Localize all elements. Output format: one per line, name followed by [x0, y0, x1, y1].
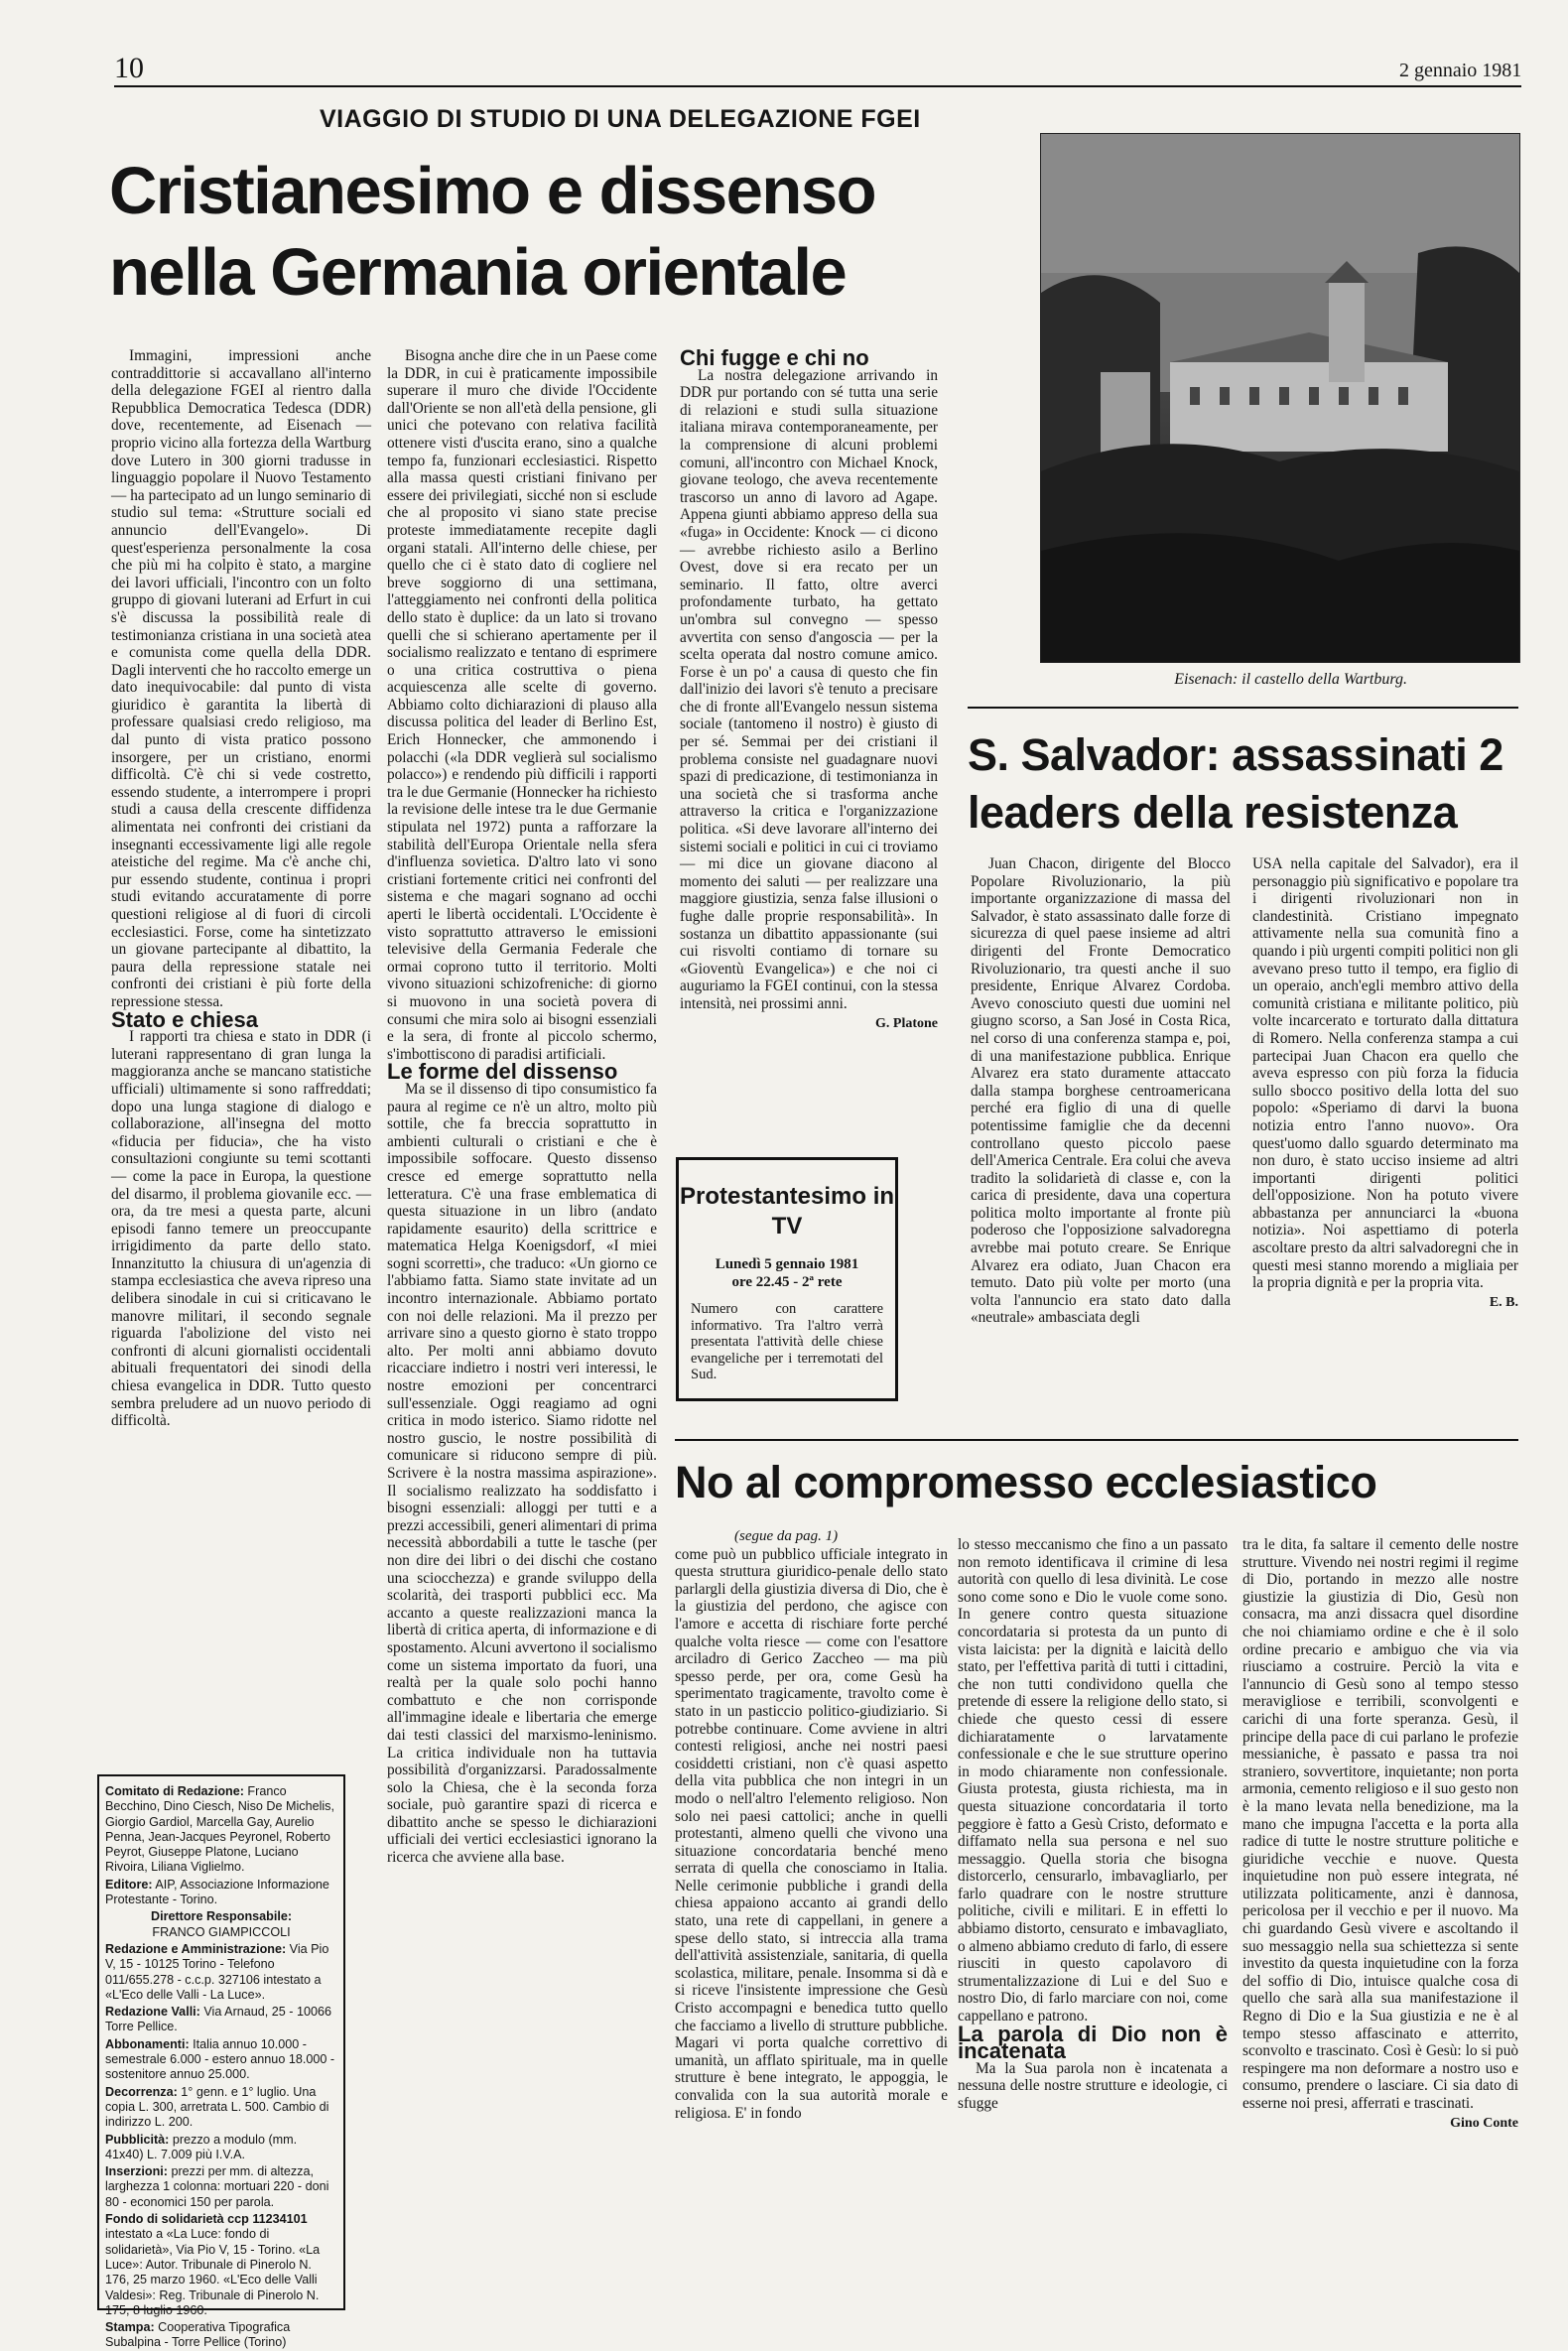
paragraph: I rapporti tra chiesa e stato in DDR (i luterani rappresentano di gran lunga la maggioranza anche se mancano statistiche ufficiali) ultimamente si sono raffreddati; dopo una lunga stagione di dialogo e collaborazione, all'insegna del motto «fiducia per fiducia», che ha visto consultazioni congiunte su temi scottanti — come la pace in Europa, la questione del disarmo, il problema giovanile ecc. — ora, da tre mesi a questa parte, alcuni episodi fanno temere un preoccupante irrigidimento da parte dello stato. Innanzitutto la chiusura di un'agenzia di stampa ecclesiastica che aveva ripreso una delibera sinodale in cui si criticavano le manovre militari, il secondo segnale riguarda l'abolizione del visto nei confronti di alcuni giornalisti occidentali abituali frequentatori dei sinodi della chiesa evangelica in DDR. Tutto questo sembra preludere ad un nuovo periodo di difficoltà. — [111, 1028, 371, 1430]
masthead-entry: Pubblicità: prezzo a modulo (mm. 41x40) L. 7.009 più I.V.A. — [105, 2132, 298, 2161]
subheading-parola-dio: La parola di Dio non è incatenata — [958, 2021, 1228, 2064]
editorial-masthead-box — [97, 1774, 345, 2350]
issue-date: 2 gennaio 1981 — [1399, 60, 1522, 81]
paragraph: Immagini, impressioni anche contraddittorie si accavallano all'interno della delegazione FGEI al rientro dalla Repubblica Democratica Tedesca (DDR) dove, recentemente, ad Eisenach — proprio vicino alla fortezza della Wartburg dove Lutero in 300 giorni tradusse in linguaggio popolare il Nuovo Testamento — ha partecipato ad un lungo seminario di studio sul tema: «Strutture sociali ed annuncio dell'Evangelo». Di quest'esperienza personalmente la cosa che più mi ha colpito è stato, a margine dei lavori ufficiali, l'incontro con un folto gruppo di giovani luterani ad Erfurt in cui s'è discussa la possibilità reale di testimonianza cristiana in una società atea e comunista come quella della DDR. Dagli interventi che ho raccolto emerge un dato inequivocabile: dal punto di vista giuridico è garantita la libertà di professare qualsiasi credo religioso, ma dal punto di vista pratico possono insorgere, per un cristiano, enormi difficoltà. C'è chi si vede costretto, essendo studente, a interrompere i propri studi a causa della crescente diffidenza alimentata nei confronti dei cristiani da insegnanti eccessivamente ligi alle regole ateistiche del regime. Ma c'è anche chi, pur essendo studente, continua i propri studi evitando accuratamente di porre questioni religiose al di fuori di circoli ecclesiastici. Forse, come ha sintetizzato un giovane partecipante al dibattito, la paura della repressione statale nei confronti dei cristiani è più forte della repressione stessa. — [111, 347, 371, 1010]
paragraph: Bisogna anche dire che in un Paese come la DDR, in cui è praticamente impossibile superare il muro che divide l'Occidente dall'Oriente se non all'età della pensione, gli unici che potevano con relativa facilità ottenere visti d'uscita erano, sino a qualche tempo fa, funzionari ecclesiastici. Rispetto alla massa questi cristiani finivano per essere dei privilegiati, sicché non si esclude che al proposito vi siano state precise proteste immediatamente recepite dagli organi statali. All'interno delle chiese, per quello che ci è stato dato di cogliere nel breve soggiorno di una settimana, l'atteggiamento nei confronti della politica dello stato è duplice: da un lato si trovano quelli che si schierano apertamente per il socialismo realizzato e tentano di esprimere o una critica costruttiva o piena acquiescenza alle scelte di governo. Abbiamo colto dichiarazioni di plauso alla discussa politica del leader di Berlino Est, Erich Honnecker, che ammonendo i polacchi («la DDR veglierà sul socialismo polacco») e rendendo più difficili i rapporti tra le due Germanie (Honnecker ha richiesto la revisione delle intese tra le due Germanie stipulata nel 1972) punta a rafforzare la stabilità dell'Europa Orientale nella sfera d'influenza sovietica. D'altro lato vi sono cristiani fortemente critici nei confronti del sistema e che magari sognano ad occhi aperti le libertà occidentali. L'Occidente è visto soprattutto attraverso le emissioni televisive della Germania Federale che ormai coprono tutto il territorio. Molti vivono situazioni schizofreniche: di giorno si muovono in una società povera di consumi che mira solo ai bisogni essenziali e la sera, di fronte al piccolo schermo, s'imbottiscono di paradisi artificiali. — [387, 347, 657, 1063]
main-column-2 — [387, 347, 657, 2273]
tv-box-date: Lunedì 5 gennaio 1981 — [715, 1256, 859, 1272]
masthead-entry: Inserzioni: prezzi per mm. di altezza, larghezza 1 colonna: mortuari 220 - doni 80 - economici 150 per parola. — [105, 2164, 329, 2209]
subheading-chi-fugge: Chi fugge e chi no — [680, 345, 869, 370]
signature-platone: G. Platone — [875, 1015, 938, 1031]
masthead-entry: Stampa: Cooperativa Tipografica Subalpina - Torre Pellice (Torino) — [105, 2320, 291, 2350]
tv-listing-box — [676, 1157, 898, 1401]
masthead-entry: Decorrenza: 1° genn. e 1° luglio. Una copia L. 300, arretrata L. 500. Cambio di indirizzo L. 200. — [105, 2084, 329, 2130]
salvador-column-2 — [1252, 855, 1518, 1411]
signature-conte: Gino Conte — [1450, 2115, 1518, 2131]
masthead-entry: Abbonamenti: Italia annuo 10.000 - semestrale 6.000 - estero annuo 18.000 - sostenitore annuo 25.000. — [105, 2036, 335, 2082]
subheading-stato-chiesa: Stato e chiesa — [111, 1006, 258, 1032]
paragraph: La nostra delegazione arrivando in DDR pur portando con sé tutta una serie di relazioni e studi sulla situazione italiana mirava contemporaneamente, per la comprensione di alcuni problemi comuni, all'incontro con Michael Knock, giovane teologo, che aveva recentemente trascorso un anno di lavoro ad Agape. Appena giunti abbiamo appreso della sua «fuga» in Occidente: Knock — ci dicono — avrebbe richiesto asilo a Berlino Ovest, dove si era recato per un seminario. Il fatto, oltre averci profondamente turbato, ha gettato un'ombra sul convegno — spesso avvertita con senso d'angoscia — per la scelta operata dal nostro comune amico. Forse è un po' a causa di questo che fin dall'inizio dei lavori s'è tenuto a precisare che di fronte all'Evangelo nessun sistema sociale (tantomeno il nostro) è giusto di per sé. Semmai per dei cristiani il problema consiste nel guadagnare nuovi spazi di predicazione, di testimonianza in una società che si trasforma anche attraverso la critica e l'organizzazione politica. «Si deve lavorare all'interno dei sistemi sociali e politici in cui ci troviamo — mi dice un giovane diacono al momento dei saluti — per realizzare una maggiore giustizia, senza false illusioni o fughe dalle proprie responsabilità». In sostanza un dibattito appassionante (sui cui risvolti contiamo di tornare su «Gioventù Evangelica») e che noi ci auguriamo la FGEI continui, con la stessa intensità, nei prossimi anni. — [680, 366, 938, 1012]
tv-box-title: Protestantesimo in TV — [679, 1183, 895, 1240]
tv-box-time: ore 22.45 - 2ª rete — [731, 1274, 843, 1290]
main-column-3 — [680, 345, 938, 1143]
headline-main: Cristianesimo e dissenso nella Germania orientale — [109, 154, 876, 310]
paragraph: lo stesso meccanismo che fino a un passato non remoto identificava il crimine di lesa autorità con quello di lesa divinità. Le cose sono come sono e Dio le vuole come sono. In genere contro questa situazione concordataria si protesta da un punto di vista laicista: per la dignità e laicità dello stato, per l'effettiva parità di tutti i cittadini, che non tutti condividono quella che pretende di essere la religione dello stato, si chiede che questo cessi di essere dichiaratamente o larvatamente confessionale e che le sue strutture operino in modo chiaramente non confessionale. Giusta protesta, giusta richiesta, ma in questa situazione concordataria il torto peggiore è fatto a Gesù Cristo, deformato e diffamato nella sua persona e nel suo messaggio. Quella storia che bisogna distorcerlo, censurarlo, imbavagliarlo, per farlo quadrare con le nostre strutture politiche, civili e militari. E in effetti lo abbiamo distorto, censurato e imbavagliato, o almeno abbiamo creduto di farlo, di essere riusciti in questo capolavoro di strumentalizzazione di Lui e del Suo e nostro Dio, di farlo marciare con noi, come cappellano e patrono. — [958, 1536, 1228, 2025]
headline-compromesso: No al compromesso ecclesiastico — [675, 1457, 1377, 1507]
photo-wartburg-castle — [1040, 133, 1520, 663]
signature-eb: E. B. — [1489, 1294, 1518, 1310]
section-rule — [968, 707, 1518, 709]
page-number: 10 — [114, 52, 144, 84]
castle-illustration — [1041, 134, 1519, 662]
masthead-entry: Redazione e Amministrazione: Via Pio V, 15 - 10125 Torino - Telefono 011/655.278 - c.c.p. 327106 intestato a «L'Eco delle Valli - La Luce». — [105, 1941, 329, 2002]
compromesso-column-1 — [675, 1528, 948, 2283]
masthead-entry: Direttore Responsabile: FRANCO GIAMPICCOLI — [150, 1909, 293, 1939]
subheading-forme-dissenso: Le forme del dissenso — [387, 1059, 618, 1085]
main-column-1 — [111, 347, 371, 1768]
paragraph: USA nella capitale del Salvador), era il personaggio più significativo e popolare tra i dirigenti rivoluzionari non in clandestinità. Cristiano impegnato attivamente nella sua comunità fino a quando i più urgenti compiti politici non gli avevano preso tutto il tempo, era figlio di un operaio, anch'egli membro attivo della comunità cristiana e militante politico, più volte incarcerato e torturato dalla dittatura di Romero. Nella conferenza stampa a cui partecipai Juan Chacon era quello che aveva espresso con più forza la fiducia sullo sbocco positivo della lotta del suo popolo: «Speriamo di darvi la buona notizia entro l'anno nuovo». Ora quest'uomo dallo sguardo determinato ma non duro, è stato ucciso insieme ad altri importanti dirigenti politici dell'opposizione. Non ha potuto vivere abbastanza per annunciarci la «buona notizia». Noi aspettiamo di poterla ascoltare presto da altri salvadoregni che in questi mesi stanno morendo a migliaia per la propria dignità e per la propria vita. — [1252, 855, 1518, 1292]
headline-salvador: S. Salvador: assassinati 2 leaders della resistenza — [968, 729, 1503, 838]
paragraph: Juan Chacon, dirigente del Blocco Popolare Rivoluzionario, la più importante organizzazione di massa del Salvador, è stato assassinato dalle forze di sicurezza di quel paese insieme ad altri dirigenti del Fronte Democratico Rivoluzionario, tra questi anche il suo presidente, Enrique Alvarez Cordoba. Avevo conosciuto questi due uomini nel giugno scorso, a San José in Costa Rica, nel corso di una conferenza stampa e, poi, di una manifestazione pubblica. Enrique Alvarez era stato duramente attaccato dalla stampa borghese centroamericana perché era figlio di una di quelle potentissime famiglie che da decenni controllano questo piccolo paese dell'America Centrale. Era colui che aveva tradito la solidarietà di classe e, con la carica di presidente, dava una copertura politica molto importante al fronte più poderoso che l'opposizione salvadoregna avrebbe mai potuto creare. Se Enrique Alvarez era odiato, Juan Chacon era temuto. Dato più volte per morto (una volta l'annuncio era stato dato dalla «neutrale» ambasciata degli — [971, 855, 1231, 1327]
header-rule — [114, 85, 1521, 87]
photo-caption: Eisenach: il castello della Wartburg. — [1174, 671, 1407, 688]
paragraph: Ma la Sua parola non è incatenata a nessuna delle nostre strutture e ideologie, ci sfugge — [958, 2059, 1228, 2112]
continued-note: (segue da pag. 1) — [734, 1528, 839, 1544]
masthead-entry: Editore: AIP, Associazione Informazione Protestante - Torino. — [105, 1877, 329, 1907]
compromesso-column-3 — [1242, 1536, 1518, 2310]
paragraph: Ma se il dissenso di tipo consumistico fa paura al regime ce n'è un altro, molto più sottile, che fa breccia soprattutto in ambienti culturali o cristiani e che è impossibile soffocare. Questo dissenso cresce ed emerge soprattutto nella letteratura. C'è una frase emblematica di questa situazione in un libro (andato rapidamente esaurito) della scrittrice e matematica Helga Koenigsdorf, «I miei sogni scorretti», che traduco: «Un giorno ce l'abbiamo fatta. Siamo state invitate ad un incontro internazionale. Abbiamo portato con noi delle relazioni. Ma il prezzo per arrivare sino a questo giorno è stato troppo alto. Per molti anni abbiamo dovuto ricacciare indietro i nostri veri interessi, le nostre emozioni per concentrarci sull'essenziale. Oggi reagiamo ad ogni critica in modo isterico. Siamo ridotte nel nostro guscio, le nostre possibilità di comunicare si riducono sempre di più. Scrivere è la nostra massima aspirazione». Il socialismo realizzato ha soddisfatto i bisogni essenziali: alloggi per tutti e a prezzi accessibili, generi alimentari di prima necessità abbordabili a tutte le tasche (per non dire dei libri o dei dischi che costano una sciocchezza) e grande sviluppo della scolarità, dei trasporti pubblici ecc. Ma accanto a queste realizzazioni manca la libertà di critica aperta, di informazione e di spostamento. Alcuni avvertono il socialismo come un sistema importato da fuori, una realtà per la quale solo pochi hanno combattuto e che non corrisponde all'immagine ideale e libertaria che emerge dai testi classici del marxismo-leninismo. La critica individuale non ha tuttavia possibilità d'organizzarsi. Paradossalmente solo la Chiesa, che è la seconda forza sociale, può garantire spazi di ricerca e dibattito anche se spesso le dichiarazioni ufficiali dei vertici ecclesiastici ignorano la ricerca che avviene alla base. — [387, 1080, 657, 1867]
tv-box-description: Numero con carattere informativo. Tra l'altro verrà presentata l'attività delle chiese evangeliche per i terremotati del Sud. — [691, 1301, 883, 1382]
salvador-column-1 — [971, 855, 1231, 1411]
masthead-entry: Comitato di Redazione: Franco Becchino, Dino Ciesch, Niso De Michelis, Giorgio Gardiol, Marcella Gay, Aurelio Penna, Jean-Jacques Peyronel, Roberto Peyrot, Giuseppe Platone, Luciano Rivoira, Liliana Viglielmo. — [105, 1784, 334, 1875]
section-rule — [675, 1439, 1518, 1441]
masthead-entry: Fondo di solidarietà ccp 11234101 intestato a «La Luce: fondo di solidarietà», Via Pio V, 15 - Torino. «La Luce»: Autor. Tribunale di Pinerolo N. 176, 25 marzo 1960. «L'Eco delle Valli Valdesi»: Reg. Tribunale di Pinerolo N. 175, 8 luglio 1960. — [105, 2212, 321, 2317]
paragraph: tra le dita, fa saltare il cemento delle nostre strutture. Vivendo nei nostri regimi il regime di Dio, portando in mezzo alle nostre giustizie la giustizia di Dio, Gesù non consacra, ma anzi dissacra quel disordine che noi chiamiamo ordine e che è il solo ordine precario e ambiguo che via via riusciamo a costruire. Perciò la vita e l'annuncio di Gesù sono al tempo stesso meravigliose e terribili, sconvolgenti e carichi di una forte speranza. Gesù, il principe della pace di cui parlano le profezie messianiche, è passato e passa tra noi straniero, sovvertitore, inquietante; non porta armonia, cemento religioso e il suo gesto non è la mano levata nella benedizione, ma la mano che impugna l'accetta e la porta alla radice di tutte le nostre strutture politiche e giuridiche vecchie e nuove. Questa inquietudine non può essere integrata, né utilizzata politicamente, anzi è dannosa, pericolosa per il vecchio e per il nuovo. Ma chi guardando Gesù vivere e ascoltando il suo messaggio nella sua schiettezza si sente investito da questa inquietudine con la forza del soffio di Dio, intuisce qualche cosa di quello che sarà alla sua manifestazione il Regno di Dio e la Sua giustizia e ne è al tempo stesso affascinato e atterrito, sconvolto e trascinato. Così è Gesù: lo si può respingere ma non deformare a nostro uso e consumo, prendere o lasciare. Ci sia dato di esserne noi presi, afferrati e trascinati. — [1242, 1536, 1518, 2112]
compromesso-column-2 — [958, 1536, 1228, 2310]
article-kicker: VIAGGIO DI STUDIO DI UNA DELEGAZIONE FGEI — [320, 105, 921, 133]
masthead-entry: Redazione Valli: Via Arnaud, 25 - 10066 Torre Pellice. — [105, 2005, 331, 2034]
paragraph: come può un pubblico ufficiale integrato in questa struttura giuridico-penale dello stato parlargli della giustizia diversa di Dio, che è la giustizia del perdono, che agisce con l'amore e accetta di rischiare forte perché qualche volta riesce — come con l'esattore arciladro di Gerico Zaccheo — ma più spesso perde, per ora, come Gesù ha sperimentato tragicamente, travolto come è stato in un pasticcio politico-giudiziario. Si potrebbe continuare. Come avviene in altri contesti religiosi, anche nei nostri paesi cosiddetti cristiani, non c'è quasi aspetto della vita pubblica che non integri in un modo o nell'altro l'elemento religioso. Non solo nei paesi cattolici; anche in quelli protestanti, almeno quelli che vivono una situazione concordataria benché meno serrata di quella che conosciamo in Italia. Nelle cerimonie pubbliche i grandi della chiesa appaiono accanto ai grandi dello stato, una rete di cappellani, in genere a spese dello stato, si intreccia alla trama dell'attività assistenziale, sanitaria, di quella scolastica, militare, penale. Insomma si dà e si riceve l'insistente impressione che Gesù Cristo accompagni e benedica tutto quello che facciamo a livello di strutture pubbliche. Magari vi porta qualche correttivo di umanità, un afflato spirituale, ma in quelle strutture è bene integrato, le appoggia, le convalida con la sua autorità morale e religiosa. E' in fondo — [675, 1545, 948, 2122]
